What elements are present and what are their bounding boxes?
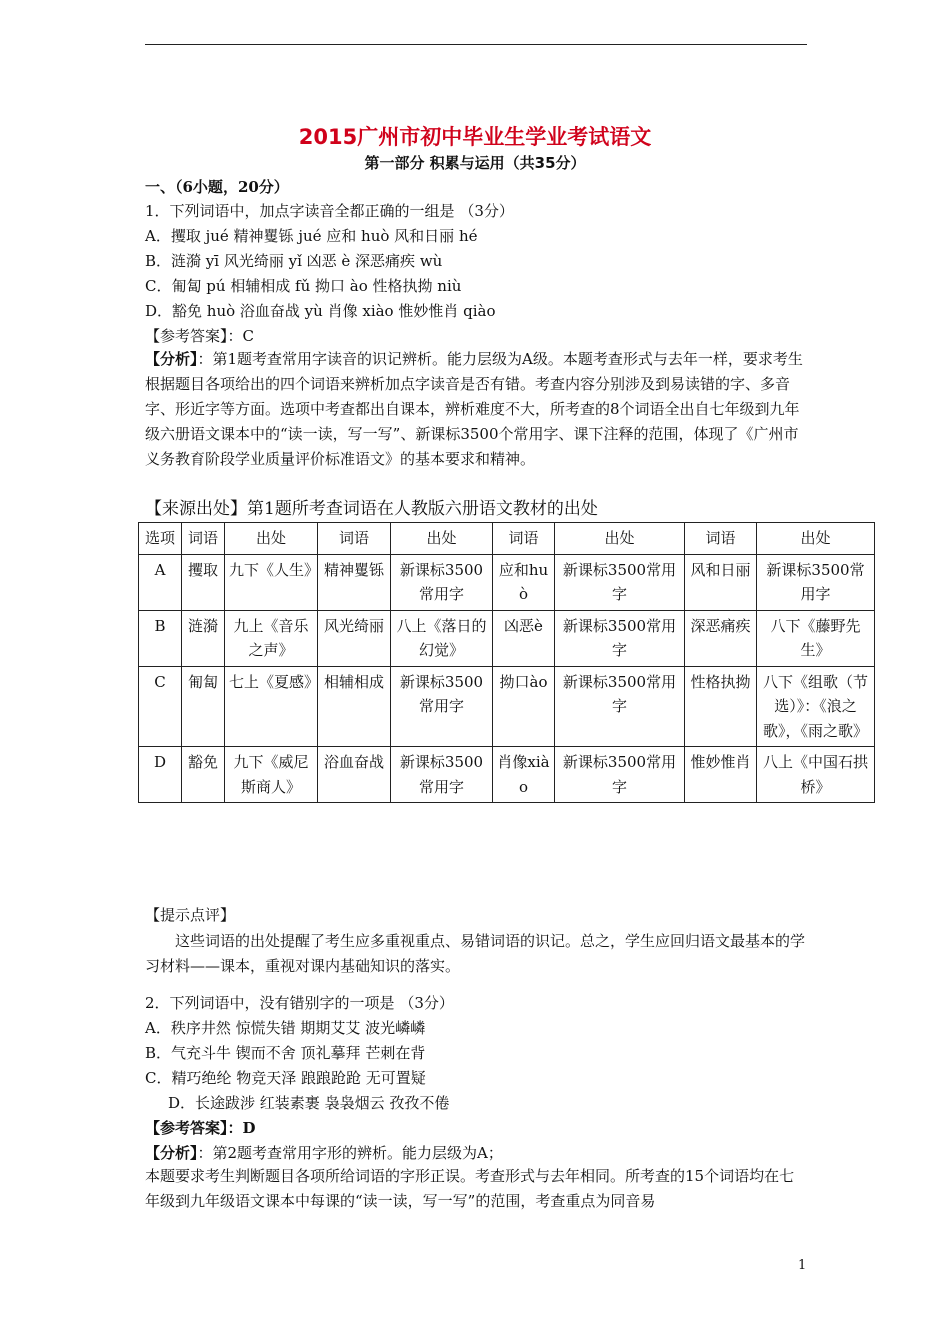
- header-cell: 出处: [391, 523, 493, 555]
- table-cell: B: [139, 610, 182, 666]
- header-rule: [145, 44, 807, 45]
- question-2-stem: 2．下列词语中，没有错别字的一项是 （3分）: [145, 994, 454, 1012]
- table-cell: 匍匐: [182, 666, 225, 747]
- table-row: [139, 747, 875, 803]
- table-cell: 九上《音乐之声》: [225, 610, 318, 666]
- question-1-option-b: B．涟漪 yī 风光绮丽 yǐ 凶恶 è 深恶痛疾 wù: [145, 252, 443, 270]
- table-cell: 豁免: [182, 747, 225, 803]
- header-cell: 词语: [685, 523, 757, 555]
- table-cell: 应和huò: [493, 554, 555, 610]
- tip-label: 【提示点评】: [145, 906, 236, 924]
- source-title: 【来源出处】第1题所考查词语在人教版六册语文教材的出处: [145, 499, 598, 519]
- table-cell: 八下《组歌（节选）》：《浪之歌》，《雨之歌》: [757, 666, 875, 747]
- table-cell: 攫取: [182, 554, 225, 610]
- table-cell: 涟漪: [182, 610, 225, 666]
- table-cell: 新课标3500常用字: [555, 554, 685, 610]
- table-cell: 深恶痛疾: [685, 610, 757, 666]
- question-1-analysis: [145, 347, 809, 472]
- table-header-row: [139, 523, 875, 555]
- question-2-option-c: C．精巧绝纶 物竞天泽 踉踉跄跄 无可置疑: [145, 1069, 426, 1087]
- header-cell: 出处: [757, 523, 875, 555]
- analysis-text: ：第2题考查常用字形的辨析。能力层级为A；: [197, 1144, 503, 1162]
- page-number: 1: [798, 1258, 807, 1273]
- question-2-option-b: B．气充斗牛 锲而不舍 顶礼摹拜 芒刺在背: [145, 1044, 426, 1062]
- table-cell: 凶恶è: [493, 610, 555, 666]
- question-2-analysis-head: [145, 1143, 809, 1163]
- table-cell: 惟妙惟肖: [685, 747, 757, 803]
- table-cell: 肖像xiào: [493, 747, 555, 803]
- question-1-option-a: A．攫取 jué 精神矍铄 jué 应和 huò 风和日丽 hé: [145, 227, 478, 245]
- header-cell: 词语: [182, 523, 225, 555]
- header-cell: 词语: [318, 523, 391, 555]
- question-1-option-c: C．匍匐 pú 相辅相成 fǔ 拗口 ào 性格执拗 niù: [145, 277, 462, 295]
- page-subtitle: 第一部分 积累与运用（共35分）: [364, 154, 586, 172]
- question-2-option-d: D．长途跋涉 红装素裹 袅袅烟云 孜孜不倦: [168, 1094, 450, 1112]
- tip-text: 这些词语的出处提醒了考生应多重视重点、易错词语的识记。总之，学生应回归语文最基本的学习材料——课本，重视对课内基础知识的落实。: [145, 932, 806, 975]
- question-1-stem: 1．下列词语中，加点字读音全都正确的一组是 （3分）: [145, 202, 514, 220]
- table-cell: A: [139, 554, 182, 610]
- table-cell: 九下《威尼斯商人》: [225, 747, 318, 803]
- table-cell: 新课标3500常用字: [391, 747, 493, 803]
- table-cell: 浴血奋战: [318, 747, 391, 803]
- table-cell: 新课标3500常用字: [555, 610, 685, 666]
- question-2-answer: 【参考答案】：D: [145, 1119, 256, 1137]
- page-title: 2015广州市初中毕业生学业考试语文: [298, 125, 652, 149]
- table-cell: 风和日丽: [685, 554, 757, 610]
- table-cell: 新课标3500常用字: [391, 666, 493, 747]
- header-cell: 出处: [555, 523, 685, 555]
- table-cell: 七上《夏感》: [225, 666, 318, 747]
- table-cell: 相辅相成: [318, 666, 391, 747]
- table-cell: 性格执拗: [685, 666, 757, 747]
- source-table: [138, 522, 875, 803]
- question-1-answer: 【参考答案】：C: [145, 327, 254, 345]
- analysis-label: 【分析】: [145, 350, 198, 368]
- table-row: [139, 666, 875, 747]
- analysis-label: 【分析】: [145, 1144, 198, 1162]
- header-cell: 选项: [139, 523, 182, 555]
- table-cell: D: [139, 747, 182, 803]
- table-cell: C: [139, 666, 182, 747]
- question-1-option-d: D．豁免 huò 浴血奋战 yù 肖像 xiào 惟妙惟肖 qiào: [145, 302, 496, 320]
- section-heading: 一、（6小题，20分）: [145, 178, 289, 196]
- table-cell: 新课标3500常用字: [555, 666, 685, 747]
- table-cell: 八上《中国石拱桥》: [757, 747, 875, 803]
- table-cell: 八上《落日的幻觉》: [391, 610, 493, 666]
- header-cell: 出处: [225, 523, 318, 555]
- table-cell: 新课标3500常用字: [391, 554, 493, 610]
- question-2-analysis-body: 本题要求考生判断题目各项所给词语的字形正误。考查形式与去年相同。所考查的15个词语均在七年级到九年级语文课本中每课的“读一读，写一写”的范围，考查重点为同音易: [145, 1167, 795, 1210]
- question-2-option-a: A．秩序井然 惊慌失错 期期艾艾 波光嶙嶙: [145, 1019, 426, 1037]
- table-cell: 新课标3500常用字: [757, 554, 875, 610]
- table-cell: 九下《人生》: [225, 554, 318, 610]
- header-cell: 词语: [493, 523, 555, 555]
- table-cell: 精神矍铄: [318, 554, 391, 610]
- analysis-text: ：第1题考查常用字读音的识记辨析。能力层级为A级。本题考查形式与去年一样，要求考生根据题目各项给出的四个词语来辨析加点字读音是否有错。考查内容分别涉及到易读错的字、多音字、形近字等方面。选项中考查都出自课本，辨析难度不大，所考查的8个词语全出自七年级到九年级六册语文课本中的“读一读，写一写”、新课标3500个常用字、课下注释的范围，体现了《广州市义务教育阶段学业质量评价标准语文》的基本要求和精神。: [145, 350, 803, 468]
- table-row: [139, 554, 875, 610]
- table-cell: 风光绮丽: [318, 610, 391, 666]
- table-row: [139, 610, 875, 666]
- table-cell: 八下《藤野先生》: [757, 610, 875, 666]
- table-cell: 新课标3500常用字: [555, 747, 685, 803]
- table-cell: 拗口ào: [493, 666, 555, 747]
